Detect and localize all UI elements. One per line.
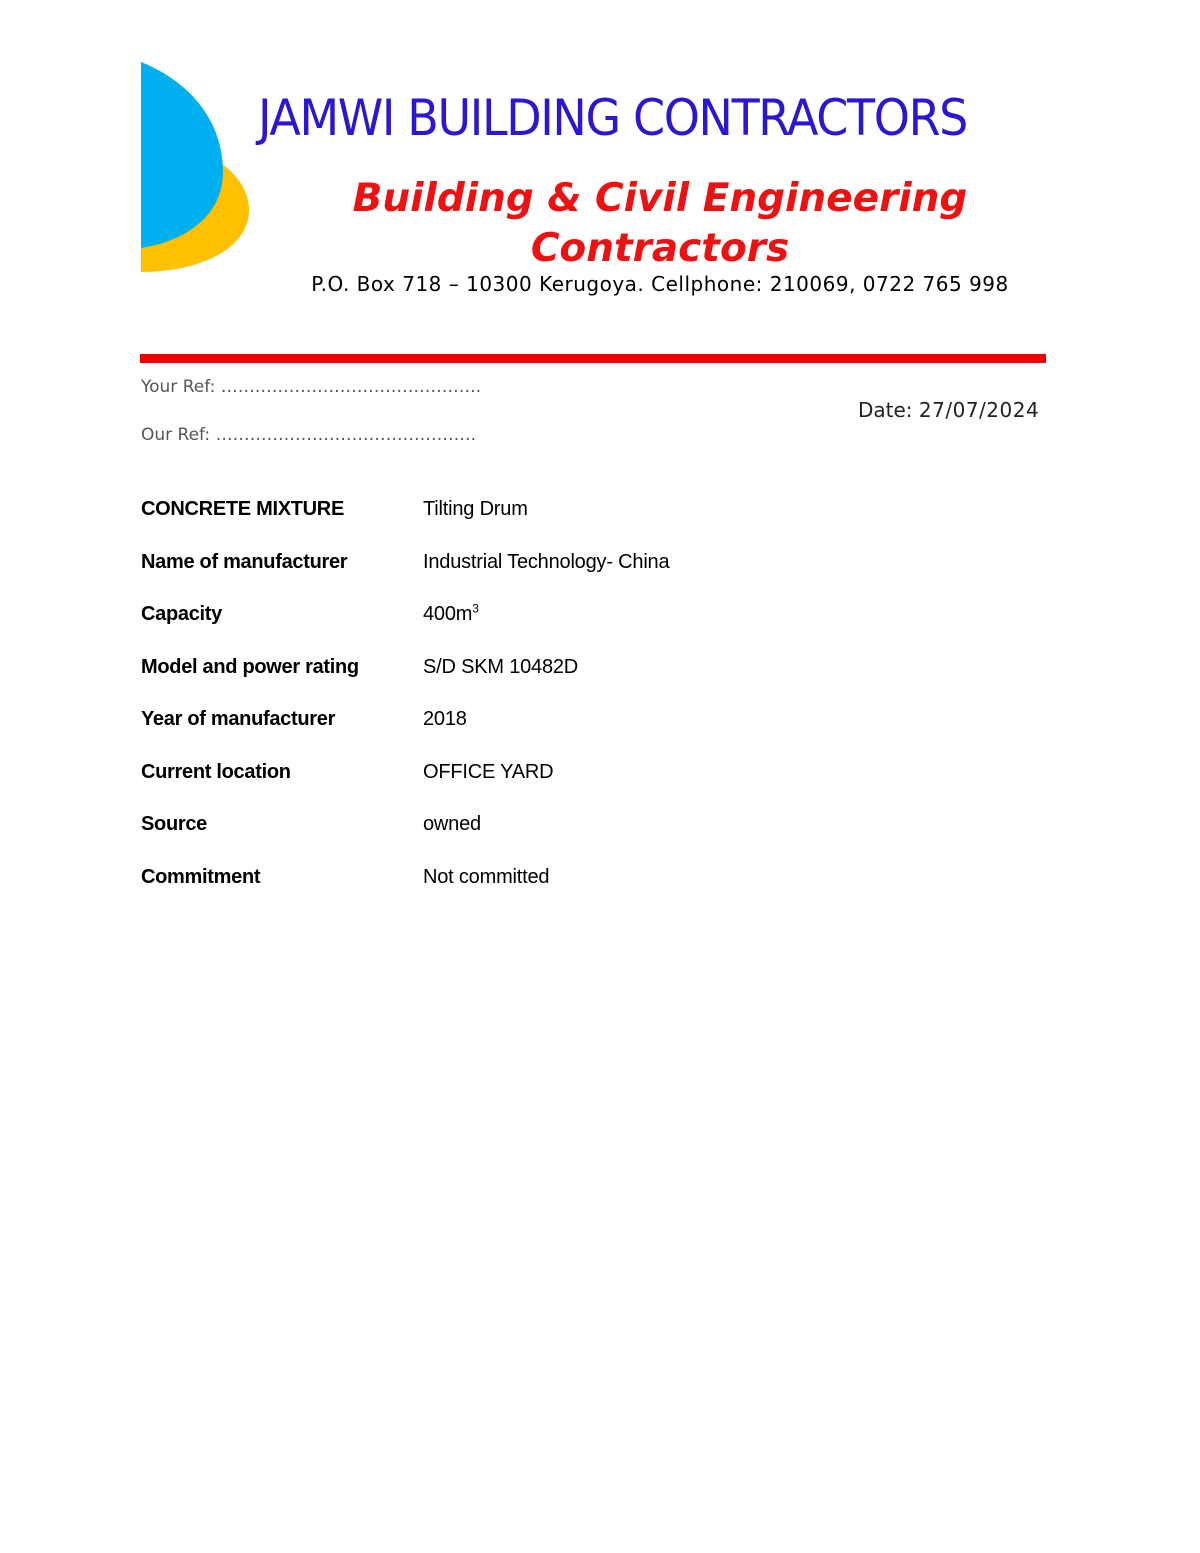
spec-row-capacity: [141, 603, 841, 656]
spec-value: Not committed: [423, 865, 550, 888]
spec-row-equipment: [141, 498, 841, 551]
our-ref: Our Ref: ……………………………………….: [141, 425, 476, 445]
spec-value: S/D SKM 10482D: [423, 655, 579, 678]
spec-label: Model and power rating: [141, 655, 359, 678]
spec-row-location: [141, 761, 841, 814]
spec-label: Current location: [141, 760, 291, 783]
company-tagline: Building & Civil Engineering Contractors: [352, 176, 968, 271]
spec-row-source: [141, 813, 841, 866]
date-label: Date:: [858, 398, 913, 422]
spec-value: owned: [423, 813, 481, 835]
spec-row-manufacturer: [141, 551, 841, 604]
capacity-value: 400m: [423, 603, 473, 625]
spec-label: CONCRETE MIXTURE: [141, 498, 344, 520]
spec-label: Commitment: [141, 865, 261, 888]
spec-label: Capacity: [141, 603, 222, 625]
company-logo: [141, 62, 251, 274]
spec-label: Name of manufacturer: [141, 550, 348, 573]
date: [858, 398, 1039, 422]
spec-value: Tilting Drum: [423, 498, 528, 520]
company-address: P.O. Box 718 – 10300 Kerugoya. Cellphone: 210069, 0722 765 998: [311, 272, 1009, 296]
spec-value: 2018: [423, 708, 467, 730]
spec-row-commitment: [141, 866, 841, 919]
spec-label: Year of manufacturer: [141, 708, 336, 730]
spec-value: OFFICE YARD: [423, 760, 554, 783]
date-value: 27/07/2024: [918, 398, 1040, 422]
spec-label: Source: [141, 813, 208, 835]
your-ref: Your Ref: ……………………………………….: [141, 377, 482, 397]
spec-row-model: [141, 656, 841, 709]
spec-value: [423, 603, 479, 626]
spec-value: Industrial Technology- China: [423, 550, 670, 573]
spec-row-year: [141, 708, 841, 761]
equipment-spec-table: [141, 498, 841, 918]
capacity-unit-superscript: 3: [472, 601, 479, 616]
header-divider: [140, 354, 1046, 363]
company-name: JAMWI BUILDING CONTRACTORS: [258, 89, 967, 147]
